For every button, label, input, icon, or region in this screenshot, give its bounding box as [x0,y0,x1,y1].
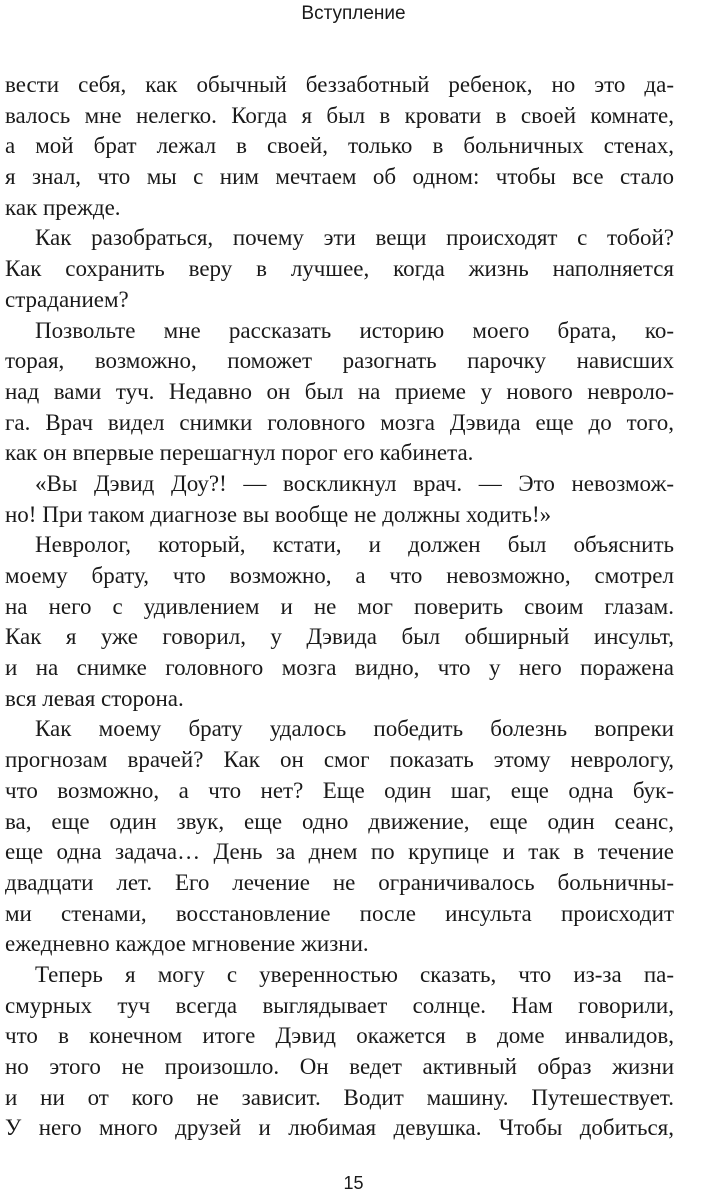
text-line: валось мне нелегко. Когда я был в кровати в своей комнате, [5,102,674,128]
text-line: страданием? [5,286,129,312]
text-line: «Вы Дэвид Доу?! — воскликнул врач. — Это невозмож- [35,470,674,496]
text-line: но этого не произошло. Он ведет активный образ жизни [5,1054,674,1079]
paragraph [5,714,674,960]
text-line: и на снимке головного мозга видно, что у него поражена [5,655,674,681]
paragraph [5,70,674,223]
paragraph [5,960,674,1144]
body-text [5,70,674,1144]
text-line: двадцати лет. Его лечение не ограничивалось больничны- [5,869,674,895]
text-line: Теперь я могу с уверенностью сказать, что из-за па- [35,961,674,987]
text-line: моему брату, что возможно, а что невозможно, смотрел [5,563,674,588]
text-line: У него много друзей и любимая девушка. Чтобы добиться, [5,1115,674,1141]
text-line: Как моему брату удалось победить болезнь вопреки [35,716,674,742]
text-line: вся левая сторона. [5,685,184,711]
text-line: как он впервые перешагнул порог его кабинета. [5,440,474,466]
text-line: как прежде. [5,194,121,220]
text-line: что возможно, а что нет? Еще один шаг, еще одна бук- [5,777,674,803]
text-line: ми стенами, восстановление после инсульта происходит [5,900,674,926]
text-line: и ни от кого не зависит. Водит машину. Путешествует. [5,1084,674,1110]
text-line: Как сохранить веру в лучшее, когда жизнь наполняется [5,256,674,282]
page-number: 15 [343,1173,364,1193]
text-line: Как разобраться, почему эти вещи происходят с тобой? [35,225,674,251]
text-line: торая, возможно, поможет разогнать парочку нависших [5,348,674,374]
text-line: еще одна задача… День за днем по крупице и так в течение [5,839,674,865]
text-line: над вами туч. Недавно он был на приеме у нового невроло- [5,378,674,404]
text-line: вести себя, как обычный беззаботный ребенок, но это да- [5,72,674,97]
paragraph [5,316,674,469]
text-line: на него с удивлением и не мог поверить своим глазам. [5,593,674,619]
text-line: ва, еще один звук, еще одно движение, еще один сеанс, [5,808,674,834]
text-line: что в конечном итоге Дэвид окажется в доме инвалидов, [5,1023,674,1049]
text-line: Невролог, который, кстати, и должен был объяснить [35,532,674,558]
text-line: смурных туч всегда выглядывает солнце. Нам говорили, [5,992,674,1018]
text-line: а мой брат лежал в своей, только в больничных стенах, [5,133,674,159]
running-head: Вступление [301,3,406,24]
paragraph [5,469,674,530]
paragraph [5,223,674,315]
text-line: га. Врач видел снимки головного мозга Дэвида еще до того, [5,409,674,435]
paragraph [5,530,674,714]
text-line: прогнозам врачей? Как он смог показать этому неврологу, [5,747,674,773]
text-line: я знал, что мы с ним мечтаем об одном: чтобы все стало [5,164,674,190]
text-line: Позвольте мне рассказать историю моего брата, ко- [35,317,674,343]
text-line: Как я уже говорил, у Дэвида был обширный инсульт, [5,624,674,650]
text-line: но! При таком диагнозе вы вообще не должны ходить!» [5,501,552,527]
text-line: ежедневно каждое мгновение жизни. [5,931,369,957]
